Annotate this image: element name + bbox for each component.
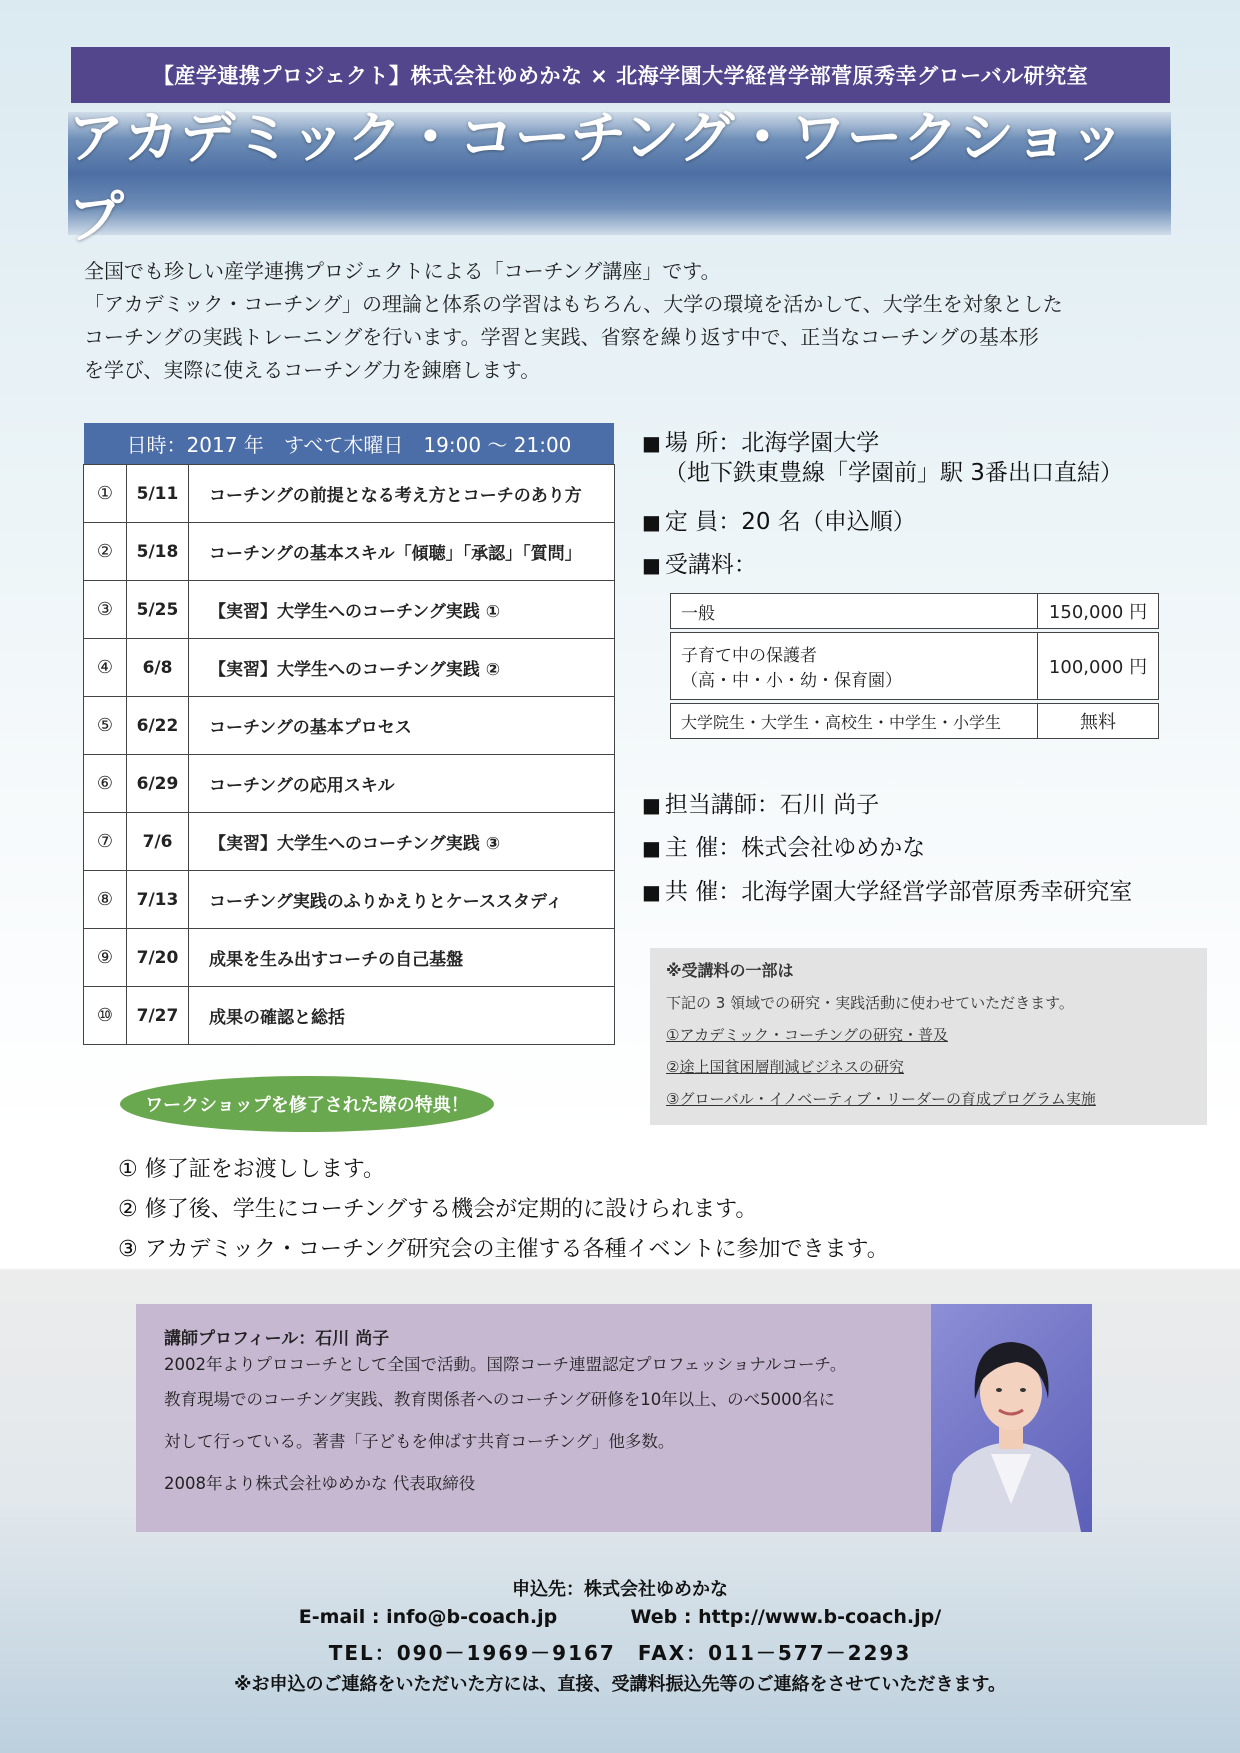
fee-amount: 150,000 円	[1037, 593, 1159, 629]
fee-category-sub: （高・中・小・幼・保育園）	[681, 671, 902, 691]
session-topic: 成果の確認と総括	[189, 987, 615, 1045]
bullet-square: ■	[642, 793, 661, 817]
schedule-table	[83, 464, 615, 1045]
capacity-label: 定 員：20 名（申込順）	[664, 509, 916, 535]
cosponsor-label: 共 催：北海学園大学経営学部菅原秀幸研究室	[664, 879, 1133, 905]
session-date: 6/8	[127, 639, 189, 697]
fee-category: 一般	[670, 593, 1037, 629]
fee-category	[670, 632, 1037, 700]
session-number: ③	[84, 581, 127, 639]
cosponsor-info	[642, 873, 1132, 906]
session-topic: 【実習】大学生へのコーチング実践 ①	[189, 581, 615, 639]
instructor-profile	[136, 1304, 1092, 1532]
table-row	[670, 632, 1159, 700]
session-number: ②	[84, 523, 127, 581]
session-date: 7/13	[127, 871, 189, 929]
session-number: ⑩	[84, 987, 127, 1045]
profile-line: 2002年よりプロコーチとして全国で活動。国際コーチ連盟認定プロフェッショナルコーチ。	[164, 1355, 847, 1374]
benefits-list	[118, 1150, 889, 1270]
session-date: 6/22	[127, 697, 189, 755]
session-date: 7/20	[127, 929, 189, 987]
fee-amount: 無料	[1037, 703, 1159, 739]
benefit-item: ③ アカデミック・コーチング研究会の主催する各種イベントに参加できます。	[118, 1237, 889, 1262]
session-number: ④	[84, 639, 127, 697]
note-item: ①アカデミック・コーチングの研究・普及	[666, 1026, 948, 1044]
session-number: ⑨	[84, 929, 127, 987]
session-number: ①	[84, 465, 127, 523]
profile-line: 教育現場でのコーチング実践、教育関係者へのコーチング研修を10年以上、のべ5000名に	[164, 1390, 836, 1409]
benefit-item: ② 修了後、学生にコーチングする機会が定期的に設けられます。	[118, 1197, 758, 1222]
table-row	[670, 593, 1159, 629]
session-date: 6/29	[127, 755, 189, 813]
place-info	[642, 424, 879, 457]
profile-text	[164, 1324, 934, 1505]
session-number: ⑤	[84, 697, 127, 755]
session-date: 7/27	[127, 987, 189, 1045]
table-row	[84, 871, 615, 929]
session-topic: コーチングの基本プロセス	[189, 697, 615, 755]
fee-info	[642, 546, 757, 579]
fee-table	[670, 590, 1159, 742]
bullet-square: ■	[642, 553, 661, 577]
session-topic: 【実習】大学生へのコーチング実践 ②	[189, 639, 615, 697]
note-item: ②途上国貧困層削減ビジネスの研究	[666, 1058, 904, 1076]
page-title: アカデミック・コーチング・ワークショップ	[68, 112, 1171, 235]
session-number: ⑥	[84, 755, 127, 813]
apply-to: 申込先：株式会社ゆめかな	[512, 1579, 728, 1600]
session-topic: コーチングの応用スキル	[189, 755, 615, 813]
bullet-square: ■	[642, 880, 661, 904]
table-row	[670, 703, 1159, 739]
session-date: 7/6	[127, 813, 189, 871]
session-topic: 【実習】大学生へのコーチング実践 ③	[189, 813, 615, 871]
contact-notice: ※お申込のご連絡をいただいた方には、直接、受講料振込先等のご連絡をさせていただきます。	[233, 1674, 1007, 1695]
session-number: ⑦	[84, 813, 127, 871]
email-link[interactable]: E-mail : info@b-coach.jp	[298, 1606, 558, 1628]
intro-line: コーチングの実践トレーニングを行います。学習と実践、省察を繰り返す中で、正当なコーチングの基本形	[84, 325, 1039, 349]
benefit-item: ① 修了証をお渡しします。	[118, 1157, 385, 1182]
capacity-info	[642, 503, 916, 536]
table-row	[84, 639, 615, 697]
table-row	[84, 929, 615, 987]
session-topic: コーチングの前提となる考え方とコーチのあり方	[189, 465, 615, 523]
bullet-square: ■	[642, 431, 661, 455]
portrait-illustration	[931, 1304, 1092, 1532]
session-number: ⑧	[84, 871, 127, 929]
benefits-badge: ワークショップを修了された際の特典！	[120, 1076, 494, 1132]
note-item: ③グローバル・イノベーティブ・リーダーの育成プログラム実施	[666, 1090, 1096, 1108]
fee-category-main: 子育て中の保護者	[681, 646, 817, 666]
intro-line: を学び、実際に使えるコーチング力を錬磨します。	[84, 358, 541, 382]
table-row	[84, 813, 615, 871]
table-row	[84, 465, 615, 523]
intro-line: 全国でも珍しい産学連携プロジェクトによる「コーチング講座」です。	[84, 259, 721, 283]
organizer-info	[642, 829, 925, 862]
intro-text	[84, 255, 1164, 387]
place-access: （地下鉄東豊線「学園前」駅 3番出口直結）	[664, 460, 1123, 486]
web-link[interactable]: Web : http://www.b-coach.jp/	[630, 1606, 942, 1628]
project-banner: 【産学連携プロジェクト】株式会社ゆめかな × 北海学園大学経営学部菅原秀幸グローバル研究室	[71, 47, 1170, 103]
table-row	[84, 987, 615, 1045]
session-topic: 成果を生み出すコーチの自己基盤	[189, 929, 615, 987]
instructor-label: 担当講師：石川 尚子	[664, 792, 880, 818]
place-label: 場 所：北海学園大学	[664, 430, 880, 456]
session-date: 5/18	[127, 523, 189, 581]
table-row	[84, 581, 615, 639]
session-topic: コーチング実践のふりかえりとケーススタディ	[189, 871, 615, 929]
table-row	[84, 697, 615, 755]
instructor-info	[642, 786, 879, 819]
note-heading: ※受講料の一部は	[666, 961, 794, 980]
profile-line: 2008年より株式会社ゆめかな 代表取締役	[164, 1474, 476, 1493]
table-row	[84, 523, 615, 581]
table-row	[84, 755, 615, 813]
fee-amount: 100,000 円	[1037, 632, 1159, 700]
profile-line: 対して行っている。著書「子どもを伸ばす共育コーチング」他多数。	[164, 1432, 675, 1451]
note-text: 下記の 3 領域での研究・実践活動に使わせていただきます。	[666, 994, 1074, 1012]
session-date: 5/25	[127, 581, 189, 639]
session-date: 5/11	[127, 465, 189, 523]
bullet-square: ■	[642, 510, 661, 534]
phone-fax: TEL：090－1969－9167 FAX：011－577－2293	[328, 1641, 912, 1665]
organizer-label: 主 催：株式会社ゆめかな	[664, 835, 926, 861]
session-topic: コーチングの基本スキル「傾聴」「承認」「質問」	[189, 523, 615, 581]
intro-line: 「アカデミック・コーチング」の理論と体系の学習はもちろん、大学の環境を活かして、大学生を対象とした	[84, 292, 1063, 316]
instructor-photo	[931, 1304, 1092, 1532]
fee-usage-note	[650, 948, 1207, 1125]
fee-label: 受講料：	[664, 552, 757, 578]
schedule-header: 日時：2017 年 すべて木曜日 19:00 〜 21:00	[84, 423, 614, 464]
contact-line	[0, 1606, 1240, 1628]
fee-category: 大学院生・大学生・高校生・中学生・小学生	[670, 703, 1037, 739]
bullet-square: ■	[642, 836, 661, 860]
profile-heading: 講師プロフィール：石川 尚子	[164, 1329, 390, 1349]
